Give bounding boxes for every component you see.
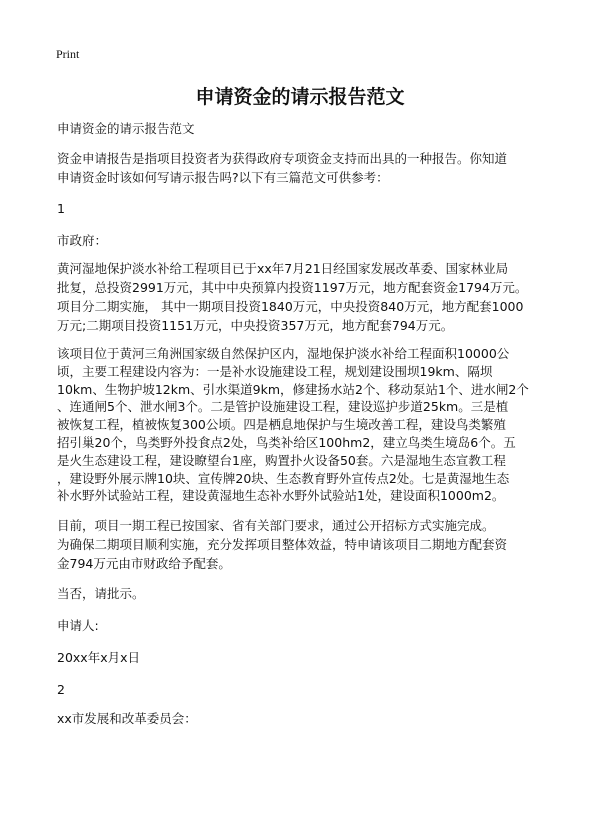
text-line: 顷，主要工程建设内容为：一是补水设施建设工程，规划建设围坝19km、隔坝 [57, 363, 493, 379]
page-title: 申请资金的请示报告范文 [195, 86, 405, 108]
text-line: 资金申请报告是指项目投资者为获得政府专项资金支持而出具的一种报告。你知道 [57, 151, 508, 166]
paragraph-request [57, 516, 577, 573]
text-line: 金794万元由市财政给予配套。 [57, 556, 231, 571]
addressee-2: xx市发展和改革委员会： [57, 711, 197, 726]
text-line: 、连通闸5个、泄水闸3个。二是管护设施建设工程，建设巡护步道25km。三是植 [57, 399, 509, 415]
text-line: 该项目位于黄河三角洲国家级自然保护区内，湿地保护淡水补给工程面积10000公 [57, 346, 510, 361]
print-link[interactable]: Print [56, 47, 80, 61]
text-line: 万元;二期项目投资1151万元，中央投资357万元，地方配套794万元。 [57, 318, 454, 333]
text-line: ，建设野外展示牌10块、宣传牌20块、生态教育野外宣传点2处。七是黄湿地生态 [57, 470, 510, 486]
paragraph-investment [57, 259, 577, 335]
text-line: 申请资金时该如何写请示报告吗?以下有三篇范文可供参考： [57, 170, 389, 185]
text-line: 为确保二期项目顺利实施，充分发挥项目整体效益，特申请该项目二期地方配套资 [57, 537, 508, 552]
paragraph-project-content [57, 345, 577, 505]
addressee-1: 市政府： [57, 233, 108, 248]
text-line: 目前，项目一期工程已按国家、省有关部门要求，通过公开招标方式实施完成。 [57, 518, 495, 533]
section-number-2: 2 [57, 682, 65, 697]
intro-paragraph [57, 149, 577, 187]
text-line: 10km、生物护坡12km、引水渠道9km，修建扬水站2个、移动泵站1个、进水闸2个 [57, 381, 529, 397]
text-line: 是火生态建设工程，建设瞭望台1座，购置扑火设备50套。六是湿地生态宣教工程 [57, 452, 506, 468]
text-line: 招引巢20个，鸟类野外投食点2处，鸟类补给区100hm2，建立鸟类生境岛6个。五 [57, 434, 516, 450]
subtitle: 申请资金的请示报告范文 [57, 121, 195, 136]
text-line: 被恢复工程，植被恢复300公顷。四是栖息地保护与生境改善工程，建设鸟类繁殖 [57, 417, 506, 433]
text-line: 项目分二期实施， 其中一期项目投资1840万元，中央投资840万元，地方配套1000 [57, 299, 524, 314]
applicant: 申请人: [57, 618, 99, 633]
text-line: 批复，总投资2991万元，其中中央预算内投资1197万元，地方配套资金1794万元。 [57, 280, 528, 295]
text-line: 黄河湿地保护淡水补给工程项目已于xx年7月21日经国家发展改革委、国家林业局 [57, 261, 509, 276]
date: 20xx年x月x日 [57, 650, 140, 665]
text-line: 补水野外试验站工程，建设黄湿地生态补水野外试验站1处，建设面积1000m2。 [57, 488, 505, 504]
section-number-1: 1 [57, 201, 65, 216]
closing: 当否，请批示。 [57, 586, 145, 601]
